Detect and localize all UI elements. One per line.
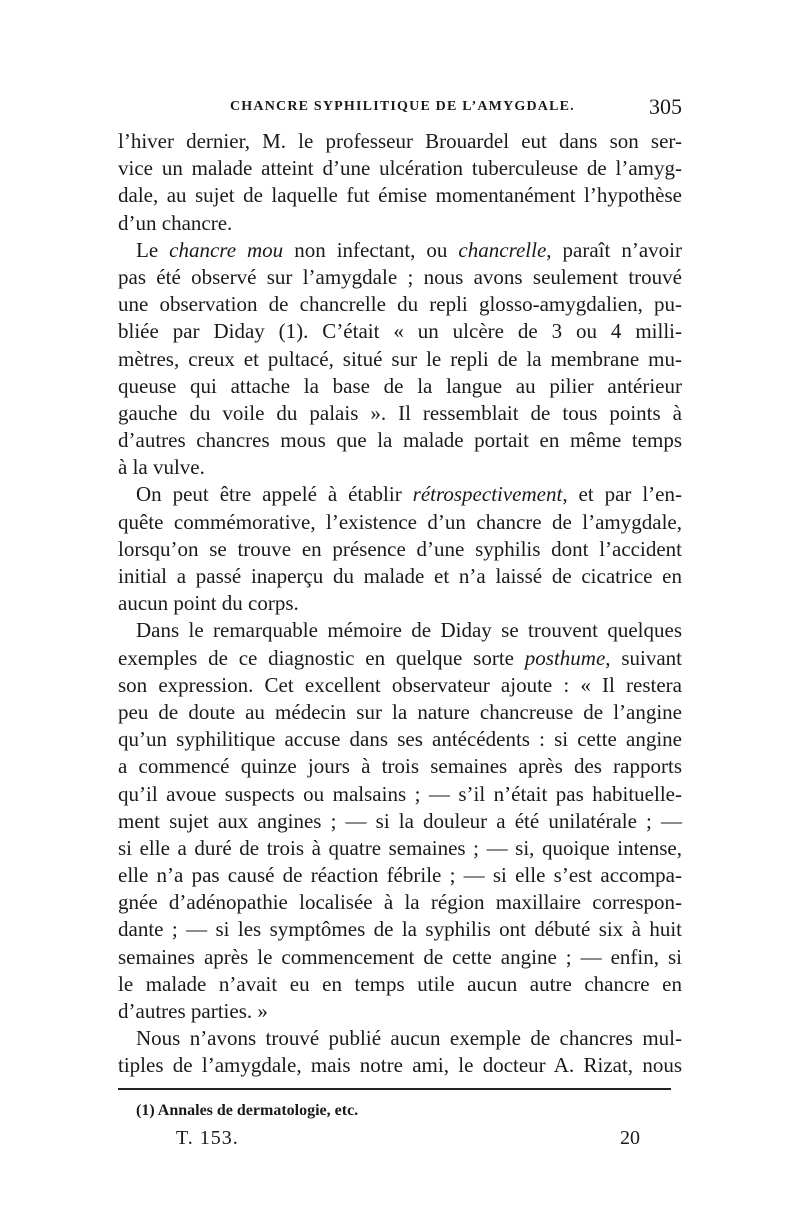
text-segment: tiples de l’amygdale, mais notre ami, le docteur A. Rizat, nous [118, 1053, 682, 1078]
text-line [118, 971, 682, 998]
body-text [118, 128, 682, 1080]
text-line [118, 536, 682, 563]
signature-volume: T. 153. [176, 1127, 239, 1149]
text-segment: pas été observé sur l’amygdale ; nous avons seulement trouvé [118, 264, 682, 289]
text-segment: une observation de chancrelle du repli glosso-amygdalien, pu- [118, 292, 682, 317]
text-segment: elle n’a pas causé de réaction fébrile ; — si elle s’est accompa- [118, 863, 682, 888]
text-segment: gauche du voile du palais ». Il ressemblait de tous points à [118, 400, 682, 425]
text-segment: initial a passé inaperçu du malade et n’a laissé de cicatrice en [118, 564, 682, 588]
text-line [118, 128, 682, 155]
text-line [118, 726, 682, 753]
text-line [118, 318, 682, 345]
text-segment: dante ; — si les symptômes de la syphilis ont débuté six à huit [118, 917, 682, 942]
italic-term: chancrelle [458, 237, 547, 262]
text-segment: à la vulve. [118, 455, 205, 480]
text-segment: gnée d’adénopathie localisée à la région maxillaire correspon- [118, 890, 682, 915]
text-segment: d’autres parties. » [118, 999, 268, 1023]
text-line [118, 672, 682, 699]
text-line [118, 264, 682, 291]
text-segment: mètres, creux et pultacé, situé sur le repli de la membrane mu- [118, 346, 682, 371]
text-segment: Le [136, 237, 170, 262]
text-line [118, 210, 682, 237]
italic-term: rétrospectivement [412, 482, 563, 507]
text-line [118, 862, 682, 889]
text-segment: d’un chancre. [118, 210, 233, 235]
text-segment: On peut être appelé à établir [136, 482, 413, 507]
text-line [118, 400, 682, 427]
text-line [118, 481, 682, 508]
text-line [118, 808, 682, 835]
text-line [118, 563, 682, 590]
text-line [118, 182, 682, 209]
text-line [118, 645, 682, 672]
text-line [118, 944, 682, 971]
running-head: CHANCRE SYPHILITIQUE DE L’AMYGDALE. [230, 99, 575, 114]
page-number: 305 [649, 94, 682, 119]
text-segment: son expression. Cet excellent observateur ajoute : « Il restera [118, 672, 682, 697]
text-segment: d’autres chancres mous que la malade portait en même temps [118, 428, 682, 453]
text-segment: quête commémorative, l’existence d’un chancre de l’amygdale, [118, 509, 682, 534]
text-line [118, 427, 682, 454]
text-segment: qu’il avoue suspects ou malsains ; — s’il n’était pas habituelle- [118, 781, 682, 806]
text-segment: Nous n’avons trouvé publié aucun exemple de chancres mul- [136, 1026, 682, 1051]
text-segment: , suivant [605, 645, 682, 670]
text-segment: a commencé quinze jours à trois semaines après des rapports [118, 754, 682, 779]
text-line [118, 1052, 682, 1079]
text-segment: , paraît n’avoir [546, 237, 682, 262]
footnote-rule [118, 1088, 671, 1090]
text-segment: non infectant, ou [283, 237, 459, 262]
text-segment: Dans le remarquable mémoire de Diday se trouvent quelques [136, 618, 682, 643]
text-line [118, 454, 682, 481]
text-segment: qu’un syphilitique accuse dans ses antécédents : si cette angine [118, 727, 682, 752]
italic-term: posthume [524, 645, 606, 670]
text-line [118, 781, 682, 808]
text-line [118, 590, 682, 617]
text-segment: vice un malade atteint d’une ulcération tuberculeuse de l’amyg- [118, 156, 682, 181]
footnote: (1) Annales de dermatologie, etc. [136, 1102, 359, 1119]
text-line [118, 291, 682, 318]
text-line [118, 889, 682, 916]
text-segment: queuse qui attache la base de la langue au pilier antérieur [118, 373, 682, 398]
text-segment: si elle a duré de trois à quatre semaines ; — si, quoique intense, [118, 835, 682, 860]
text-line [118, 617, 682, 644]
text-segment: bliée par Diday (1). C’était « un ulcère de 3 ou 4 milli- [118, 319, 682, 344]
text-segment: dale, au sujet de laquelle fut émise momentanément l’hypothèse [118, 183, 682, 208]
text-line [118, 155, 682, 182]
text-segment: aucun point du corps. [118, 591, 299, 616]
text-line [118, 373, 682, 400]
text-segment: peu de doute au médecin sur la nature chancreuse de l’angine [118, 699, 682, 724]
text-line [118, 509, 682, 536]
text-line [118, 753, 682, 780]
text-line [118, 835, 682, 862]
text-segment: le malade n’avait eu en temps utile aucun autre chancre en [118, 971, 682, 996]
text-line [118, 916, 682, 943]
text-line [118, 998, 682, 1025]
text-line [118, 346, 682, 373]
text-line [118, 1025, 682, 1052]
page-header [118, 94, 682, 124]
text-segment: lorsqu’on se trouve en présence d’une syphilis dont l’accident [118, 536, 682, 561]
text-segment: l’hiver dernier, M. le professeur Brouardel eut dans son ser- [118, 129, 682, 153]
text-line [118, 699, 682, 726]
signature-sheet: 20 [620, 1127, 640, 1149]
text-segment: exemples de ce diagnostic en quelque sorte [118, 645, 525, 670]
text-segment: ment sujet aux angines ; — si la douleur a été unilatérale ; — [118, 808, 682, 833]
italic-term: chancre mou [169, 237, 284, 262]
text-segment: semaines après le commencement de cette angine ; — enfin, si [118, 944, 682, 969]
text-line [118, 237, 682, 264]
text-segment: , et par l’en- [562, 482, 682, 507]
